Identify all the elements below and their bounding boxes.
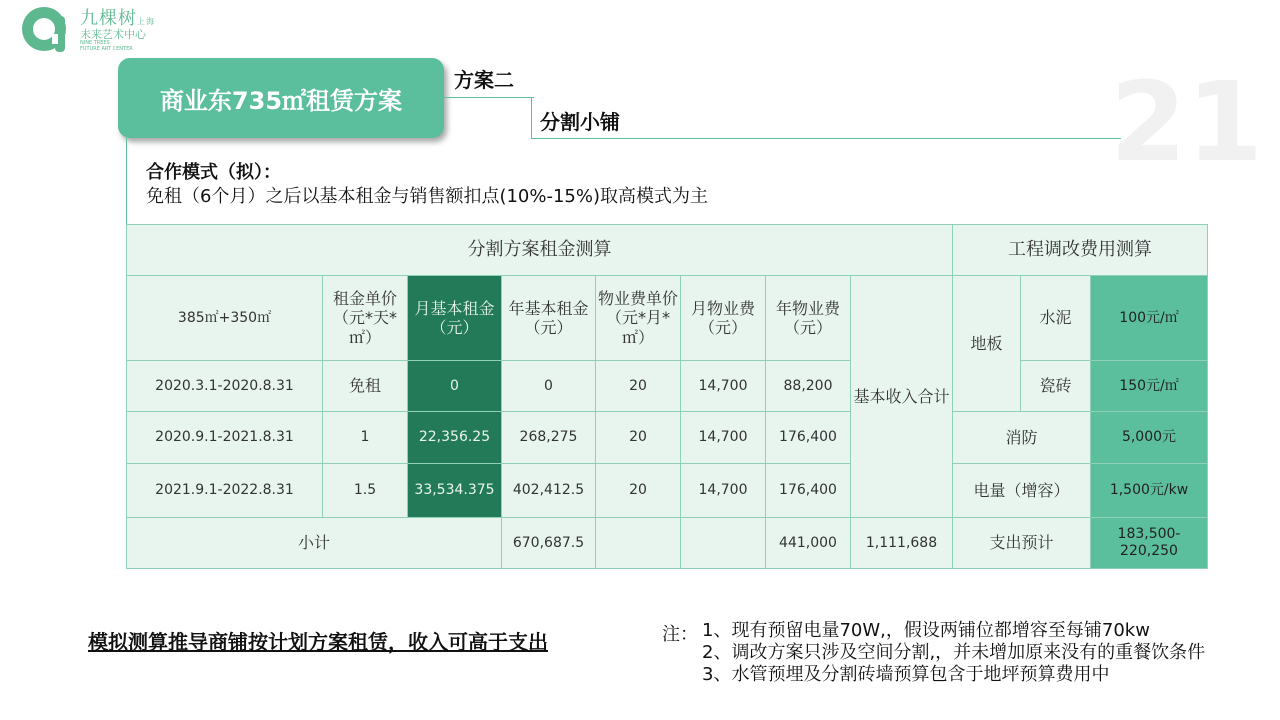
table-row (127, 361, 1208, 412)
cement-label: 水泥 (1021, 276, 1091, 361)
mgmt-unit-cell: 20 (596, 361, 681, 412)
tile-value: 150元/㎡ (1091, 361, 1208, 412)
column-header-yearly-mgmt: 年物业费（元） (766, 276, 851, 361)
monthly-mgmt-cell: 14,700 (681, 412, 766, 464)
fire-value: 5,000元 (1091, 412, 1208, 464)
monthly-rent-cell: 33,534.375 (408, 464, 502, 518)
plan-label: 方案二 (454, 68, 514, 92)
logo-subname: 未来艺术中心 (80, 28, 146, 41)
mgmt-unit-cell: 20 (596, 464, 681, 518)
column-header-mgmt-unit-price: 物业费单价（元*月*㎡） (596, 276, 681, 361)
cement-value: 100元/㎡ (1091, 276, 1208, 361)
page-number: 21 (1110, 58, 1264, 186)
yearly-mgmt-cell: 176,400 (766, 412, 851, 464)
logo (18, 4, 158, 54)
yearly-rent-cell: 402,412.5 (502, 464, 596, 518)
cooperation-text: 免租（6个月）之后以基本租金与销售额扣点(10%-15%)取高模式为主 (146, 186, 709, 207)
subtitle-underline (531, 138, 1121, 139)
logo-en-line1: NINE TREES (80, 40, 110, 46)
expense-label: 支出预计 (953, 518, 1091, 569)
fire-label: 消防 (953, 412, 1091, 464)
period-cell: 2020.9.1-2021.8.31 (127, 412, 323, 464)
table-row (127, 464, 1208, 518)
monthly-mgmt-cell: 14,700 (681, 361, 766, 412)
table-row (127, 412, 1208, 464)
conclusion-text: 模拟测算推导商铺按计划方案租赁，收入可高于支出 (88, 630, 548, 654)
notes-label: 注： (662, 624, 698, 645)
column-header-area: 385㎡+350㎡ (127, 276, 323, 361)
floor-label: 地板 (953, 276, 1021, 412)
empty-cell (681, 518, 766, 569)
rent-section-header: 分割方案租金测算 (127, 225, 953, 276)
yearly-mgmt-cell: 176,400 (766, 464, 851, 518)
subtotal-label: 小计 (127, 518, 502, 569)
rent-table (126, 224, 1208, 569)
power-value: 1,500元/kw (1091, 464, 1208, 518)
notes-list (702, 620, 1205, 686)
page-title: 商业东735㎡租赁方案 (118, 58, 444, 138)
expense-value: 183,500-220,250 (1091, 518, 1208, 569)
column-header-unit-price: 租金单价（元*天*㎡） (323, 276, 408, 361)
yearly-rent-cell: 268,275 (502, 412, 596, 464)
tile-label: 瓷砖 (1021, 361, 1091, 412)
connector-line (531, 97, 532, 138)
subtotal-row (127, 518, 1208, 569)
note-item: 3、水管预埋及分割砖墙预算包含于地坪预算费用中 (702, 664, 1110, 685)
cooperation-title: 合作模式（拟）： (146, 162, 281, 183)
column-header-basic-income-total: 基本收入合计 (851, 276, 953, 518)
yearly-mgmt-cell: 88,200 (766, 361, 851, 412)
engineering-section-header: 工程调改费用测算 (953, 225, 1208, 276)
monthly-rent-cell: 22,356.25 (408, 412, 502, 464)
monthly-rent-cell: 0 (408, 361, 502, 412)
unit-price-cell: 免租 (323, 361, 408, 412)
logo-name-small: 上海 (137, 17, 155, 26)
subtitle: 分割小铺 (540, 110, 620, 134)
period-cell: 2021.9.1-2022.8.31 (127, 464, 323, 518)
unit-price-cell: 1.5 (323, 464, 408, 518)
column-header-monthly-mgmt: 月物业费（元） (681, 276, 766, 361)
subtotal-yearly-rent: 670,687.5 (502, 518, 596, 569)
period-cell: 2020.3.1-2020.8.31 (127, 361, 323, 412)
note-item: 2、调改方案只涉及空间分割,，并未增加原来没有的重餐饮条件 (702, 642, 1206, 663)
yearly-rent-cell: 0 (502, 361, 596, 412)
mgmt-unit-cell: 20 (596, 412, 681, 464)
logo-name: 九棵树上海 (80, 8, 155, 29)
logo-mark-icon (18, 4, 74, 54)
logo-en-line2: FUTURE ART CENTER (80, 46, 133, 52)
connector-line (444, 97, 534, 98)
divider (126, 138, 127, 224)
note-item: 1、现有预留电量70W,，假设两铺位都增容至每铺70kw (702, 620, 1150, 641)
column-header-yearly-rent: 年基本租金（元） (502, 276, 596, 361)
column-header-monthly-rent: 月基本租金（元） (408, 276, 502, 361)
power-label: 电量（增容） (953, 464, 1091, 518)
empty-cell (596, 518, 681, 569)
monthly-mgmt-cell: 14,700 (681, 464, 766, 518)
subtotal-yearly-mgmt: 441,000 (766, 518, 851, 569)
unit-price-cell: 1 (323, 412, 408, 464)
subtotal-total: 1,111,688 (851, 518, 953, 569)
